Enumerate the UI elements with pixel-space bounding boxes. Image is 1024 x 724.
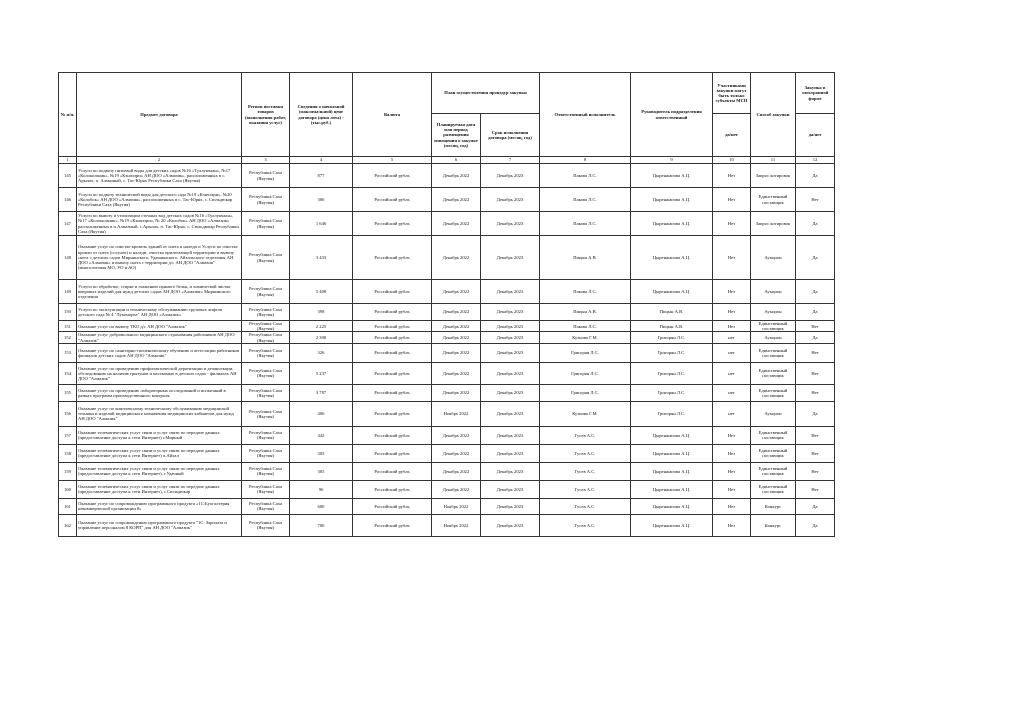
price-cell: 1 646 [290,212,353,236]
smsp-cell: нет [713,332,751,343]
currency-cell: Российский рубль [353,384,432,401]
term-cell: Декабрь 2023 [481,343,540,362]
row-number-cell: 149 [59,280,77,304]
table-row [59,321,835,332]
price-cell: 406 [290,401,353,426]
currency-cell: Российский рубль [353,321,432,332]
region-cell: Республика Саха (Якутия) [242,426,290,444]
electronic-cell: Да [796,332,835,343]
row-number-cell: 148 [59,236,77,280]
responsible-cell: Пакова Л.С. [540,188,631,212]
column-number-cell: 11 [751,157,796,164]
price-cell: 398 [290,304,353,321]
head-cell: Цыренжапова А.Ц. [631,212,713,236]
term-cell: Декабрь 2023 [481,236,540,280]
row-number-cell: 150 [59,304,77,321]
responsible-cell: Гусев А.С. [540,498,631,514]
responsible-cell: Кузнова Г.М. [540,401,631,426]
method-cell: Единственный поставщик [751,444,796,462]
electronic-cell: Нет [796,343,835,362]
responsible-cell: Пакова Л.С. [540,212,631,236]
subject-cell: Оказание услуг по проведению лабораторных исследований и испытаний в рамках программ производственного контроля [77,384,242,401]
subject-cell: Услуги по подвозу технической воды для детского сада №19 «Кэнчээри», №20 «Колобок» АН ДОО «Алмазик», расположенных в с. Тас-Юрях, с. Сюльдюкар Республики Саха (Якутия) [77,188,242,212]
row-number-cell: 146 [59,188,77,212]
column-number-cell: 7 [481,157,540,164]
subject-cell: Оказание услуг по комплексному техническому обслуживанию медицинской техники и изделий медицинского назначения медицинских кабинетов для нужд АН ДОО "Алмазик" [77,401,242,426]
head-cell: Григорян Л.С. [631,362,713,384]
method-cell: Запрос котировок [751,212,796,236]
subject-cell: Услуги по эксплуатации и техническому обслуживанию грузовых лифтов детского сада № 4 "Лукоморье" АН ДОО «Алмазик» [77,304,242,321]
currency-cell: Российский рубль [353,480,432,498]
smsp-cell: Нет [713,236,751,280]
electronic-cell: Да [796,401,835,426]
table-row [59,462,835,480]
table-row [59,164,835,188]
responsible-cell: Пакова Л.С. [540,164,631,188]
region-cell: Республика Саха (Якутия) [242,462,290,480]
table-row [59,212,835,236]
procurement-plan-sheet [58,72,834,537]
head-cell: Цыренжапова А.Ц. [631,444,713,462]
header-plan: План осуществления процедур закупки [432,73,540,114]
method-cell: Единственный поставщик [751,462,796,480]
electronic-cell: Нет [796,384,835,401]
currency-cell: Российский рубль [353,362,432,384]
head-cell: Цыренжапова А.Ц. [631,498,713,514]
smsp-cell: Нет [713,514,751,536]
currency-cell: Российский рубль [353,236,432,280]
subject-cell: Оказание услуг по очистке кровель зданий от снега и наледи и Услуги по очистке кровли от снега (сосулек) и наледи, очистка прилегающей территории и вывозу снега с детских садов Мирнинского, Удачнинского, Айхальского отделения АН ДОО «Алмазик» и вывозу снега с территории д/с АН ДОО "Алмазик" (многолотовая МО, УО и АО) [77,236,242,280]
table-row [59,332,835,343]
electronic-cell: Нет [796,480,835,498]
smsp-cell: Нет [713,498,751,514]
row-number-cell: 157 [59,426,77,444]
responsible-cell: Григорян Л.С. [540,343,631,362]
row-number-cell: 162 [59,514,77,536]
smsp-cell: Нет [713,426,751,444]
head-cell: Григорян Л.С. [631,332,713,343]
smsp-cell: Нет [713,321,751,332]
smsp-cell: Нет [713,212,751,236]
method-cell: Единственный поставщик [751,384,796,401]
subject-cell: Услуги по обработке, стирке и глажению прямого белья, и химической чистке ковровых изделий для нужд детских садов АН ДОО «Алмазик» Мирнинского отделения [77,280,242,304]
electronic-cell: Да [796,280,835,304]
table-body [59,164,835,537]
responsible-cell: Пицын А.В. [540,304,631,321]
region-cell: Республика Саха (Якутия) [242,304,290,321]
responsible-cell: Григорян Л.С. [540,362,631,384]
electronic-cell: Да [796,164,835,188]
electronic-cell: Нет [796,362,835,384]
table-row [59,362,835,384]
method-cell: Единственный поставщик [751,321,796,332]
plan-date-cell: Декабрь 2022 [432,343,481,362]
region-cell: Республика Саха (Якутия) [242,164,290,188]
row-number-cell: 153 [59,343,77,362]
term-cell: Декабрь 2023 [481,212,540,236]
term-cell: Декабрь 2023 [481,304,540,321]
head-cell: Григорян Л.С. [631,401,713,426]
term-cell: Декабрь 2023 [481,401,540,426]
table-row [59,343,835,362]
column-number-cell: 12 [796,157,835,164]
smsp-cell: Нет [713,188,751,212]
row-number-cell: 158 [59,444,77,462]
column-number-cell: 9 [631,157,713,164]
method-cell: Запрос котировок [751,164,796,188]
method-cell: Аукцион [751,401,796,426]
head-cell: Григорян Л.С. [631,343,713,362]
smsp-cell: Нет [713,280,751,304]
plan-date-cell: Ноябрь 2022 [432,514,481,536]
header-subject: Предмет договора [77,73,242,157]
term-cell: Декабрь 2023 [481,280,540,304]
header-smsp: Участниками закупки могут быть только субъекты МСП [713,73,751,114]
currency-cell: Российский рубль [353,514,432,536]
currency-cell: Российский рубль [353,343,432,362]
head-cell: Цыренжапова А.Ц. [631,188,713,212]
plan-date-cell: Декабрь 2022 [432,236,481,280]
price-cell: 3 787 [290,384,353,401]
column-number-cell: 6 [432,157,481,164]
header-head: Руководитель подразделения ответственный [631,73,713,157]
head-cell: Пицын А.В. [631,321,713,332]
plan-date-cell: Декабрь 2022 [432,462,481,480]
smsp-cell: Нет [713,304,751,321]
column-number-cell: 1 [59,157,77,164]
head-cell: Пицын А.В. [631,304,713,321]
region-cell: Республика Саха (Якутия) [242,401,290,426]
price-cell: 96 [290,480,353,498]
header-method: Способ закупки [751,73,796,157]
responsible-cell: Григорян Л.С. [540,384,631,401]
price-cell: 5 408 [290,280,353,304]
row-number-cell: 159 [59,462,77,480]
electronic-cell: Да [796,304,835,321]
subject-cell: Оказание телематических услуг связи и услуг связи по передаче данных (предоставление доступа к сети Интернет), г.Удачный [77,462,242,480]
currency-cell: Российский рубль [353,304,432,321]
method-cell: Единственный поставщик [751,362,796,384]
subject-cell: Услуги по подвозу питьевой воды для детских садов №16 «Туллукчаан», №17 «Колокольчик», №19 «Кэнчээри» АН ДОО «Алмазик», расположенных в с. Арылах, п. Алмазный, с. Тас-Юрях Республики Саха (Якутия) [77,164,242,188]
price-cell: 306 [290,188,353,212]
responsible-cell: Гусев А.С. [540,462,631,480]
price-cell: 877 [290,164,353,188]
term-cell: Декабрь 2023 [481,321,540,332]
plan-date-cell: Декабрь 2022 [432,444,481,462]
term-cell: Декабрь 2023 [481,332,540,343]
electronic-cell: Нет [796,444,835,462]
currency-cell: Российский рубль [353,164,432,188]
currency-cell: Российский рубль [353,332,432,343]
currency-cell: Российский рубль [353,280,432,304]
table-row [59,498,835,514]
head-cell: Цыренжапова А.Ц. [631,462,713,480]
header-electronic: Закупка в электронной форме [796,73,835,114]
subject-cell: Оказание услуг по сопровождению программного продукта «1С:Бухгалтерия некоммерческой организации 8» [77,498,242,514]
region-cell: Республика Саха (Якутия) [242,280,290,304]
price-cell: 305 [290,444,353,462]
row-number-cell: 154 [59,362,77,384]
plan-date-cell: Декабрь 2022 [432,188,481,212]
region-cell: Республика Саха (Якутия) [242,212,290,236]
row-number-cell: 145 [59,164,77,188]
smsp-cell: Нет [713,164,751,188]
header-num: № п/п. [59,73,77,157]
term-cell: Декабрь 2023 [481,498,540,514]
responsible-cell: Гусев А.С. [540,426,631,444]
region-cell: Республика Саха (Якутия) [242,480,290,498]
plan-date-cell: Декабрь 2022 [432,426,481,444]
region-cell: Республика Саха (Якутия) [242,498,290,514]
table-row [59,236,835,280]
smsp-cell: Нет [713,462,751,480]
table-row [59,188,835,212]
plan-date-cell: Декабрь 2022 [432,164,481,188]
method-cell: Аукцион [751,304,796,321]
subject-cell: Оказание телематических услуг связи и услуг связи по передаче данных (предоставление доступа к сети Интернет) п.Айхал [77,444,242,462]
column-number-cell: 8 [540,157,631,164]
electronic-cell: Да [796,498,835,514]
header-electronic-sub: да/нет [796,114,835,157]
subject-cell: Оказание услуг добровольного медицинского страхования работников АН ДОО "Алмазик" [77,332,242,343]
smsp-cell: Нет [713,480,751,498]
term-cell: Декабрь 2023 [481,188,540,212]
header-responsible: Ответственный исполнитель [540,73,631,157]
column-number-cell: 2 [77,157,242,164]
responsible-cell: Гусев А.С. [540,480,631,498]
plan-date-cell: Декабрь 2022 [432,304,481,321]
row-number-cell: 155 [59,384,77,401]
head-cell: Цыренжапова А.Ц. [631,236,713,280]
term-cell: Декабрь 2023 [481,444,540,462]
plan-date-cell: Декабрь 2022 [432,332,481,343]
column-number-cell: 5 [353,157,432,164]
plan-date-cell: Декабрь 2022 [432,384,481,401]
plan-date-cell: Ноябрь 2022 [432,498,481,514]
head-cell: Цыренжапова А.Ц. [631,514,713,536]
electronic-cell: Да [796,212,835,236]
column-number-cell: 10 [713,157,751,164]
plan-date-cell: Декабрь 2022 [432,212,481,236]
region-cell: Республика Саха (Якутия) [242,514,290,536]
subject-cell: Оказание услуг по санитарно-гигиеническому обучению и аттестации работников филиалов детских садов АН ДОО "Алмазик" [77,343,242,362]
subject-cell: Оказание услуг по сопровождению программного продукта "1С: Зарплата и управление персоналом 8 КОРП" для АН ДОО "Алмазик" [77,514,242,536]
term-cell: Декабрь 2023 [481,462,540,480]
table-row [59,426,835,444]
method-cell: Аукцион [751,332,796,343]
price-cell: 700 [290,514,353,536]
subject-cell: Оказание услуг по вывозу ТКО д/с АН ДОО "Алмазик" [77,321,242,332]
row-number-cell: 147 [59,212,77,236]
currency-cell: Российский рубль [353,426,432,444]
currency-cell: Российский рубль [353,462,432,480]
column-number-row [59,157,835,164]
table-header [59,73,835,164]
responsible-cell: Пакова Л.С. [540,280,631,304]
currency-cell: Российский рубль [353,444,432,462]
responsible-cell: Гусев А.С. [540,444,631,462]
head-cell: Цыренжапова А.Ц. [631,426,713,444]
table-row [59,280,835,304]
electronic-cell: Нет [796,188,835,212]
region-cell: Республика Саха (Якутия) [242,343,290,362]
row-number-cell: 161 [59,498,77,514]
responsible-cell: Пакова Л.С. [540,321,631,332]
head-cell: Цыренжапова А.Ц. [631,280,713,304]
electronic-cell: Да [796,514,835,536]
method-cell: Аукцион [751,236,796,280]
plan-date-cell: Декабрь 2022 [432,280,481,304]
header-plan-date: Планируемая дата или период размещения извещения о закупке (месяц, год) [432,114,481,157]
price-cell: 600 [290,498,353,514]
plan-date-cell: Декабрь 2022 [432,321,481,332]
method-cell: Единственный поставщик [751,480,796,498]
term-cell: Декабрь 2023 [481,362,540,384]
header-smsp-sub: да/нет [713,114,751,157]
table-row [59,304,835,321]
subject-cell: Оказание телематических услуг связи и услуг связи по передаче данных (предоставление доступа к сети Интернет) г.Мирный [77,426,242,444]
price-cell: 326 [290,343,353,362]
table-row [59,384,835,401]
header-region: Регион поставки товаров (выполнения работ, оказания услуг) [242,73,290,157]
currency-cell: Российский рубль [353,401,432,426]
region-cell: Республика Саха (Якутия) [242,188,290,212]
smsp-cell: нет [713,384,751,401]
responsible-cell: Кузнова Г.М. [540,332,631,343]
header-currency: Валюта [353,73,432,157]
responsible-cell: Гусев А.С. [540,514,631,536]
region-cell: Республика Саха (Якутия) [242,332,290,343]
electronic-cell: Нет [796,426,835,444]
smsp-cell: нет [713,343,751,362]
price-cell: 442 [290,426,353,444]
term-cell: Декабрь 2023 [481,480,540,498]
smsp-cell: нет [713,401,751,426]
column-number-cell: 3 [242,157,290,164]
price-cell: 5 237 [290,362,353,384]
row-number-cell: 160 [59,480,77,498]
plan-date-cell: Декабрь 2022 [432,362,481,384]
table-row [59,444,835,462]
electronic-cell: Да [796,236,835,280]
region-cell: Республика Саха (Якутия) [242,384,290,401]
smsp-cell: нет [713,362,751,384]
term-cell: Декабрь 2023 [481,514,540,536]
price-cell: 3 433 [290,236,353,280]
head-cell: Цыренжапова А.Ц. [631,480,713,498]
header-plan-term: Срок исполнения договора (месяц, год) [481,114,540,157]
row-number-cell: 151 [59,321,77,332]
table-row [59,401,835,426]
plan-date-cell: Ноябрь 2022 [432,401,481,426]
method-cell: Единственный поставщик [751,426,796,444]
smsp-cell: Нет [713,444,751,462]
method-cell: Единственный поставщик [751,188,796,212]
electronic-cell: Нет [796,462,835,480]
method-cell: Единственный поставщик [751,343,796,362]
head-cell: Григорян Л.С. [631,384,713,401]
region-cell: Республика Саха (Якутия) [242,362,290,384]
currency-cell: Российский рубль [353,188,432,212]
subject-cell: Оказание телематических услуг связи и услуг связи по передаче данных (предоставление доступа к сети Интернет), с.Сюльдюкар [77,480,242,498]
head-cell: Цыренжапова А.Ц. [631,164,713,188]
price-cell: 305 [290,462,353,480]
term-cell: Декабрь 2023 [481,426,540,444]
plan-date-cell: Декабрь 2022 [432,480,481,498]
subject-cell: Оказание услуг по проведению профилактической дератизации и дезинсекции, обследованию на наличие грызунов и насекомых в детских садах - филиалах АН ДОО "Алмазик" [77,362,242,384]
table-row [59,514,835,536]
term-cell: Декабрь 2023 [481,164,540,188]
responsible-cell: Пицын А.В. [540,236,631,280]
method-cell: Аукцион [751,280,796,304]
currency-cell: Российский рубль [353,212,432,236]
row-number-cell: 156 [59,401,77,426]
column-number-cell: 4 [290,157,353,164]
price-cell: 2 300 [290,332,353,343]
subject-cell: Услуги по вывозу и утилизации сточных вод детских садов №16 «Туллукчаан», №17 «Колокольчик», №19 «Кэнчээри», № 20 «Колобок» АН ДОО «Алмазик» расположенных в п.Алмазный, с.Арылах, п. Тас-Юрях, с. Сюльдюкар Республики Саха (Якутия) [77,212,242,236]
electronic-cell: Нет [796,321,835,332]
method-cell: Конкурс [751,514,796,536]
term-cell: Декабрь 2023 [481,384,540,401]
region-cell: Республика Саха (Якутия) [242,236,290,280]
method-cell: Конкурс [751,498,796,514]
header-price: Сведения о начальной (максимальной) цене договора (цена лота) - (тыс.руб.) [290,73,353,157]
procurement-table [58,72,835,537]
table-row [59,480,835,498]
row-number-cell: 152 [59,332,77,343]
region-cell: Республика Саха (Якутия) [242,321,290,332]
price-cell: 2 225 [290,321,353,332]
currency-cell: Российский рубль [353,498,432,514]
region-cell: Республика Саха (Якутия) [242,444,290,462]
